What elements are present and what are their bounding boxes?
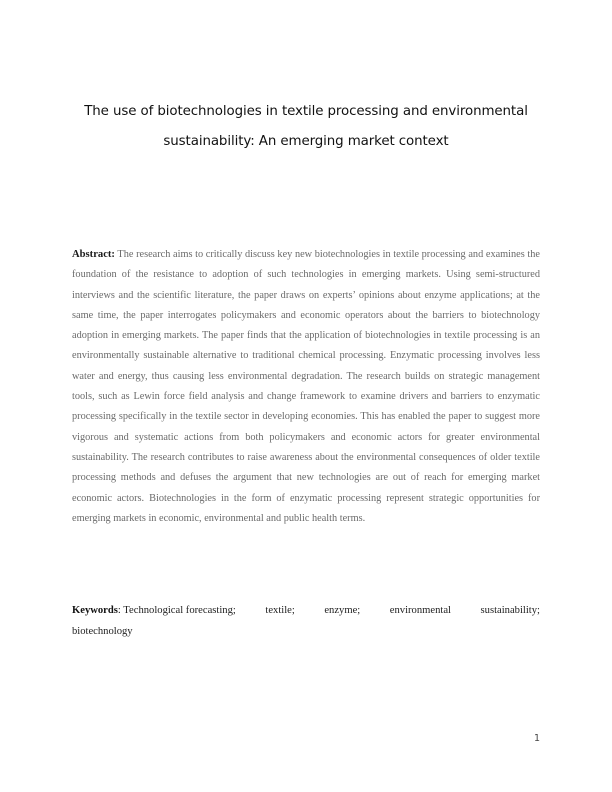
keyword-item-3: enzyme;	[324, 605, 361, 616]
keywords-label: Keywords	[72, 605, 118, 616]
keywords-line-2	[72, 621, 540, 642]
paper-title-line-2: sustainability: An emerging market context	[163, 134, 449, 149]
keyword-item-5: sustainability;	[480, 605, 540, 616]
paper-title-line-1: The use of biotechnologies in textile processing and environmental	[84, 104, 528, 119]
page-number: 1	[534, 733, 541, 744]
keyword-item-2: textile;	[265, 605, 295, 616]
abstract-label: Abstract:	[72, 249, 115, 260]
abstract-paragraph	[72, 245, 540, 529]
abstract-text: The research aims to critically discuss key new biotechnologies in textile processing and examines the foundation of the resistance to adoption of such technologies in emerging markets. Using semi-structured interviews and the scientific literature, the paper draws on experts’ opinions about enzyme applications; at the same time, the paper interrogates policymakers and economic operators about the barriers to biotechnology adoption in emerging markets. The paper finds that the application of biotechnologies in textile processing is an environmentally sustainable alternative to traditional chemical processing. Enzymatic processing involves less water and energy, thus causing less environmental degradation. The research builds on strategic management tools, such as Lewin force field analysis and change framework to examine drivers and barriers to enzymatic processing specifically in the textile sector in developing economies. This has enabled the paper to suggest more vigorous and systematic actions from both policymakers and economic actors for greater environmental sustainability. The research contributes to raise awareness about the environmental consequences of older textile processing methods and defuses the argument that new technologies are out of reach for emerging market economic actors. Biotechnologies in the form of enzymatic processing represent strategic opportunities for emerging markets in economic, environmental and public health terms.	[72, 249, 540, 524]
keywords-line-1	[72, 600, 540, 621]
keyword-item-1: Keywords: Technological forecasting;	[72, 605, 236, 616]
keywords-section	[72, 600, 540, 642]
keyword-item-6: biotechnology	[72, 626, 133, 637]
keyword-item-4: environmental	[389, 605, 451, 616]
